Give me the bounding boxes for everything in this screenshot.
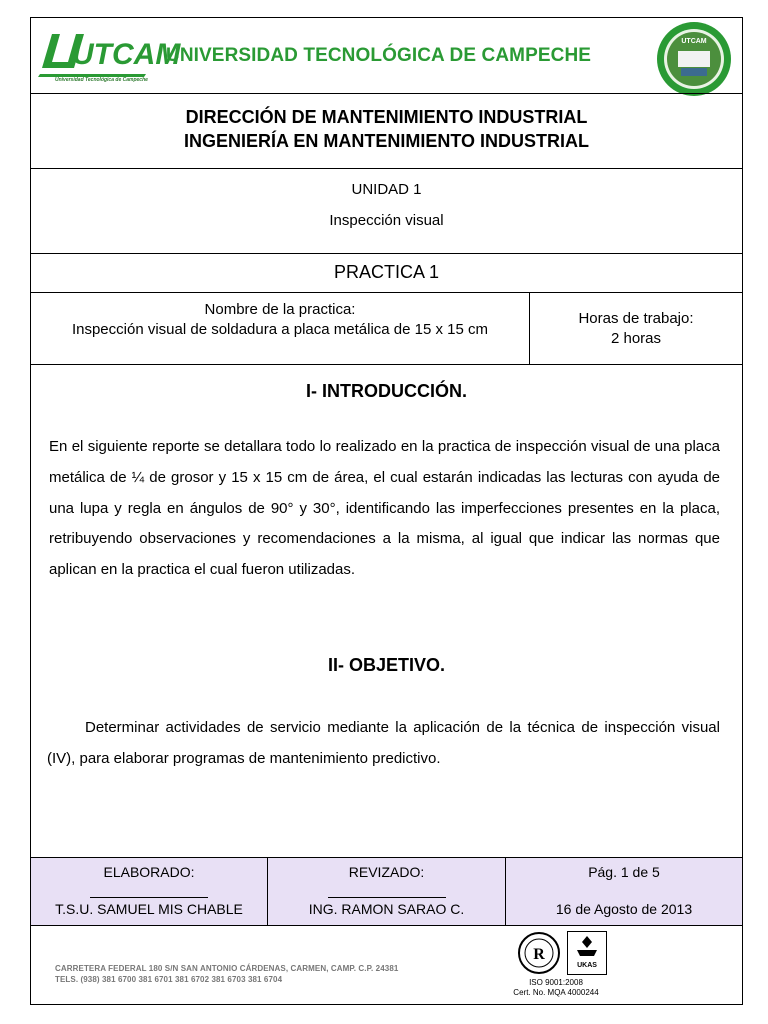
intro-title: I- INTRODUCCIÓN. [306, 381, 467, 401]
elaborated-name: T.S.U. SAMUEL MIS CHABLE [55, 901, 243, 917]
iso-standard: ISO 9001:2008 [529, 978, 583, 987]
divider [30, 925, 743, 926]
document-date: 16 de Agosto de 2013 [555, 901, 693, 917]
logo-subtext: Universidad Tecnológica de Campeche [55, 77, 148, 83]
direction-line1: DIRECCIÓN DE MANTENIMIENTO INDUSTRIAL [185, 107, 588, 127]
seal-text: UTCAM [681, 38, 707, 45]
objective-paragraph: Determinar actividades de servicio mediante la aplicación de la técnica de inspección visual (IV), para elaborar programas de mantenimiento predictivo. [47, 719, 720, 767]
hours-value: 2 horas [610, 330, 662, 347]
reviewed-label: REVIZADO: [348, 864, 425, 880]
unit-label: UNIDAD 1 [351, 181, 422, 198]
iso-certification-seal [515, 931, 563, 975]
signature-line [90, 897, 208, 898]
intro-paragraph: En el siguiente reporte se detallara todo lo realizado en la practica de inspección visual de una placa metálica de ¼ de grosor y 15 x 15 cm de área, el cual estarán indicadas las lecturas con ayuda de una lupa y regla en ángulos de 90° y 30°, identificando las imperfecciones presentes en la placa, retribuyendo observaciones y recomendaciones a la misma, al igual que indicar las normas que aplican en la practica el cual fueron utilizadas. [49, 438, 720, 579]
practice-name-value: Inspección visual de soldadura a placa metálica de 15 x 15 cm [71, 321, 489, 338]
university-seal [656, 21, 732, 97]
elaborated-label: ELABORADO: [103, 864, 195, 880]
ukas-accreditation-seal [567, 931, 607, 975]
reviewed-name: ING. RAMON SARAO C. [308, 901, 465, 917]
divider [30, 253, 743, 254]
objective-title: II- OBJETIVO. [327, 655, 446, 675]
address-line2: TELS. (938) 381 6700 381 6701 381 6702 381 6703 381 6704 [55, 975, 283, 984]
certificate-number: Cert. No. MQA 4000244 [513, 988, 599, 997]
svg-text:R: R [533, 946, 545, 963]
divider [30, 857, 743, 858]
ukas-text: UKAS [577, 962, 597, 969]
practice-title: PRACTICA 1 [333, 262, 440, 282]
divider [30, 93, 743, 94]
unit-topic: Inspección visual [329, 212, 444, 229]
logo-text: UTCAM [72, 38, 181, 71]
university-name: UNIVERSIDAD TECNOLÓGICA DE CAMPECHE [166, 45, 592, 66]
divider [30, 364, 743, 365]
divider [30, 292, 743, 293]
hours-label: Horas de trabajo: [578, 310, 694, 327]
direction-line2: INGENIERÍA EN MANTENIMIENTO INDUSTRIAL [183, 131, 589, 151]
divider [30, 168, 743, 169]
practice-name-label: Nombre de la practica: [204, 301, 356, 318]
address-line1: CARRETERA FEDERAL 180 S/N SAN ANTONIO CÁRDENAS, CARMEN, CAMP. C.P. 24381 [55, 964, 399, 973]
page-number: Pág. 1 de 5 [588, 864, 660, 880]
signature-line [328, 897, 446, 898]
